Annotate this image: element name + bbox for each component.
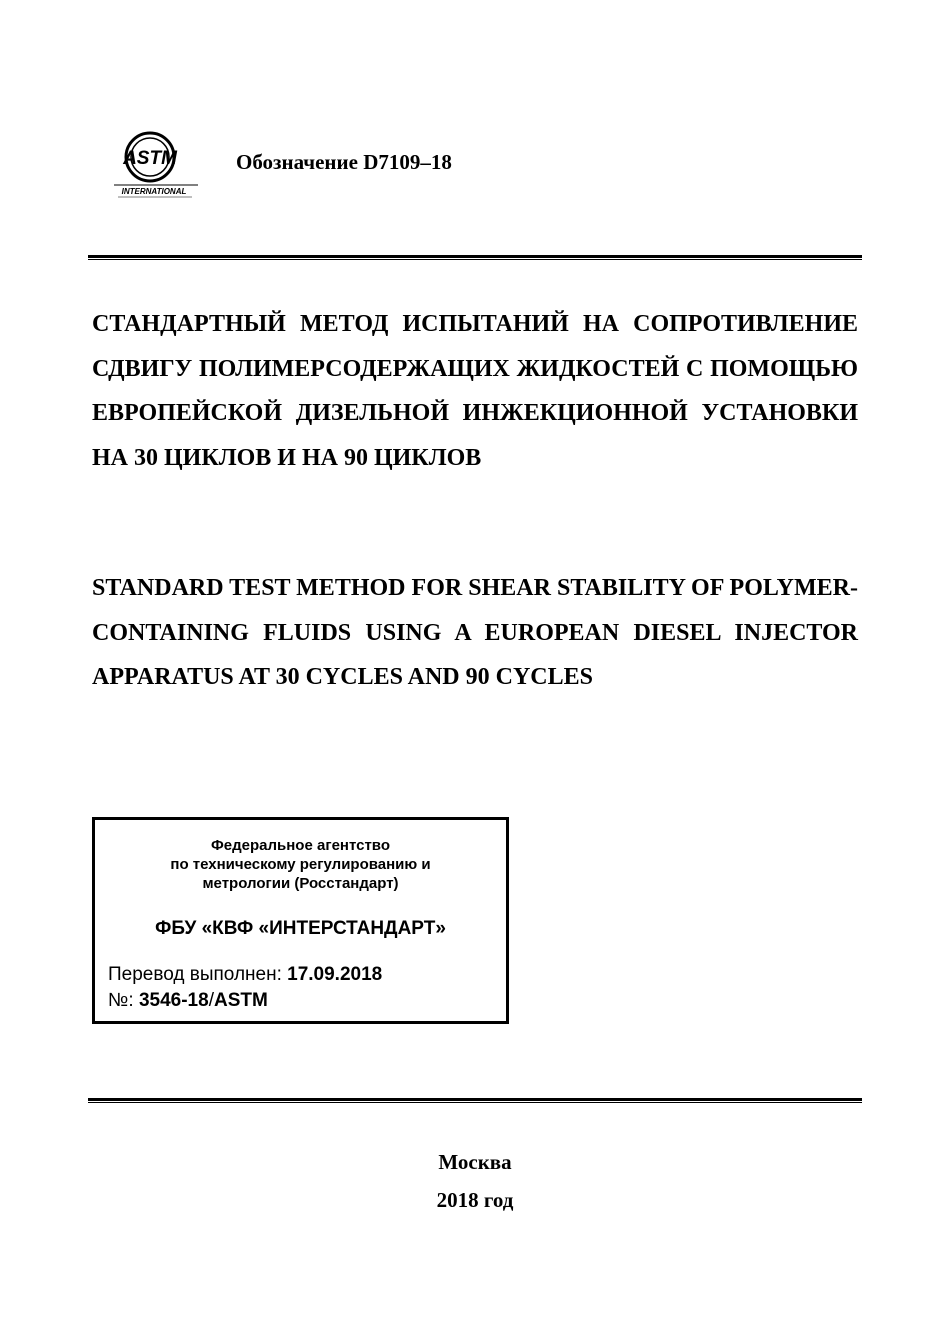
translation-number-label: №: [108, 990, 139, 1011]
logo-subtext: INTERNATIONAL [121, 187, 187, 196]
agency-line-1: Федеральное агентство [210, 837, 390, 854]
translation-stamp [92, 817, 509, 1024]
bottom-divider [88, 1098, 862, 1103]
agency-line-3: метрологии (Росстандарт) [202, 875, 399, 892]
translation-number-suffix: ASTM [213, 990, 268, 1011]
organization-name: ФБУ «КВФ «ИНТЕРСТАНДАРТ» [155, 918, 446, 939]
translation-date: 17.09.2018 [287, 964, 383, 985]
translation-number-line [108, 990, 268, 1012]
title-english: STANDARD TEST METHOD FOR SHEAR STABILITY OF POLYMER-CONTAINING FLUIDS USING A EUROPEAN DIESEL INJECTOR APPARATUS AT 30 CYCLES AND 90 CYCLES [92, 575, 858, 690]
translation-date-line [108, 964, 382, 986]
publication-year: 2018 год [436, 1188, 514, 1212]
logo-text: ASTM [123, 148, 177, 169]
astm-logo-graphic [114, 127, 198, 199]
publication-city: Москва [438, 1150, 512, 1174]
standard-designation: Обозначение D7109–18 [236, 150, 452, 174]
agency-line-2: по техническому регулированию и [170, 856, 431, 873]
agency-name [95, 836, 506, 893]
translation-number: 3546-18 [138, 990, 209, 1011]
title-russian: СТАНДАРТНЫЙ МЕТОД ИСПЫТАНИЙ НА СОПРОТИВЛЕНИЕ СДВИГУ ПОЛИМЕРСОДЕРЖАЩИХ ЖИДКОСТЕЙ С ПОМОЩЬЮ ЕВРОПЕЙСКОЙ ДИЗЕЛЬНОЙ ИНЖЕКЦИОННОЙ УСТАНОВКИ НА 30 ЦИКЛОВ И НА 90 ЦИКЛОВ [92, 311, 858, 471]
top-divider [88, 255, 862, 260]
translation-number-separator: / [208, 990, 214, 1011]
astm-logo [114, 127, 198, 199]
translation-date-label: Перевод выполнен: [108, 964, 288, 985]
